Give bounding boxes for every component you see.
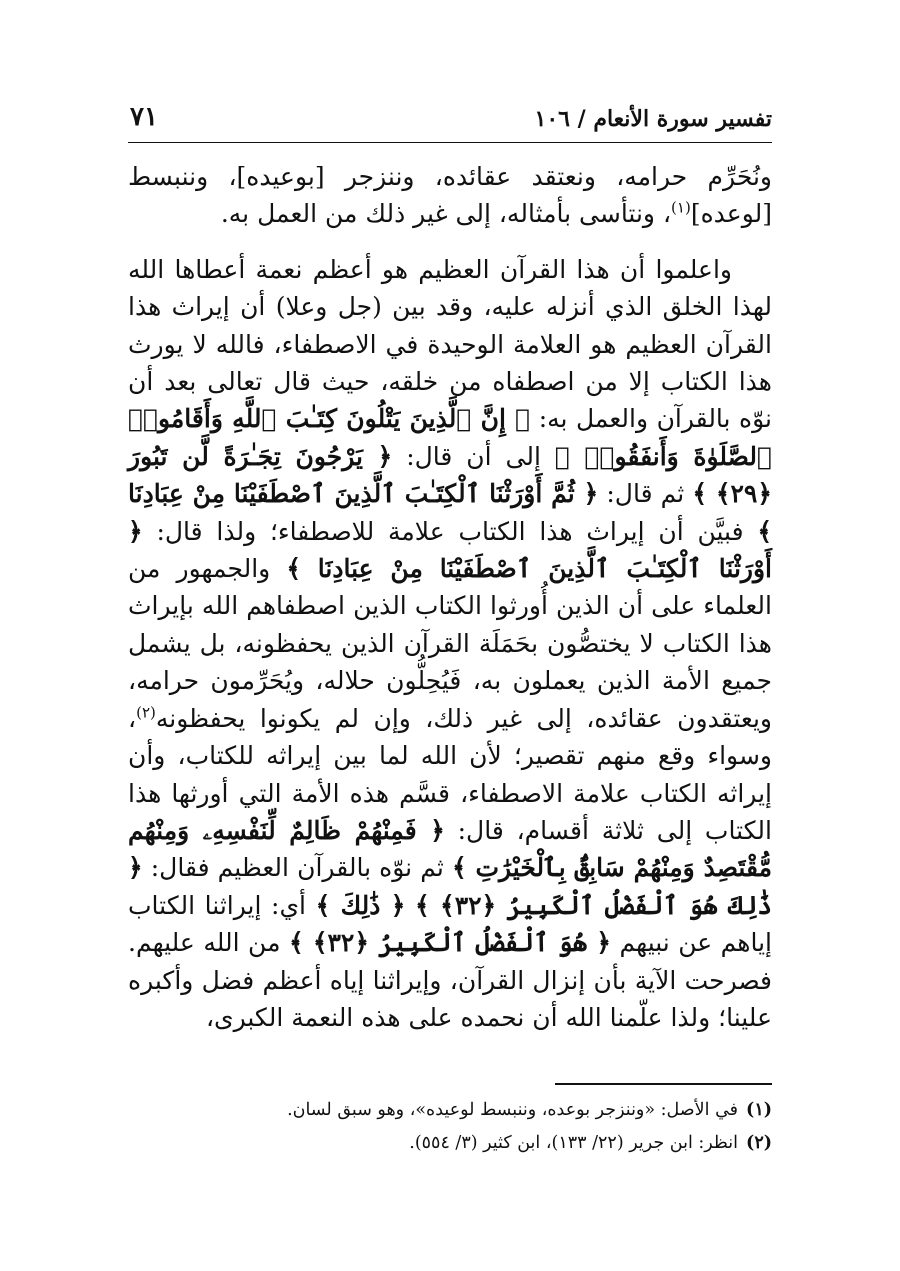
- page-header: [128, 100, 772, 143]
- text-run: ثم نوّه بالقرآن العظيم فقال:: [142, 853, 452, 883]
- quran-verse: ﴿ ذَٰلِكَ هُوَ ٱلْفَضْلُ ٱلْكَبِيرُ ﴿٣٢﴾ ﴾: [128, 853, 772, 920]
- quran-verse: ﴿ ذَٰلِكَ ﴾: [315, 890, 406, 920]
- text-run: فبيَّن أن إيراث هذا الكتاب علامة للاصطفاء؛ ولذا قال:: [142, 516, 758, 546]
- page-number: ٧١: [130, 102, 158, 132]
- main-text: [128, 158, 772, 1036]
- quran-verse: ﴿ هُوَ ٱلْفَضْلُ ٱلْكَبِيرُ ﴿٣٢﴾ ﴾: [288, 928, 612, 958]
- text-run: إلى أن قال:: [392, 441, 555, 471]
- text-run: [405, 891, 415, 920]
- text-run: ونُحَرِّم حرامه، ونعتقد عقائده، وننزجر [بوعيده]، وننبسط [لوعده]: [128, 162, 772, 229]
- quran-verse: ﴿ ثُمَّ أَوْرَثْنَا ٱلْكِتَـٰبَ ٱلَّذِينَ ٱصْطَفَيْنَا مِنْ عِبَادِنَا ﴾: [128, 479, 772, 546]
- quran-verse: ﴿ إِنَّ ٱلَّذِينَ يَتْلُونَ كِتَـٰبَ ٱللَّهِ وَأَقَامُوا۟ ٱلصَّلَوٰةَ وَأَنفَقُوا۟ ﴾: [128, 404, 772, 471]
- paragraph-2: [128, 251, 772, 1037]
- text-run: واعلموا أن هذا القرآن العظيم هو أعظم نعمة أعطاها الله لهذا الخلق الذي أنزله عليه، وقد بين (جل وعلا) أن إيراث هذا القرآن العظيم هو العلامة الوحيدة في الاصطفاء، فالله لا يورث هذا الكتاب إلا من اصطفاه من خلقه، حيث قال تعالى بعد أن نوّه بالقرآن والعمل به:: [128, 254, 772, 434]
- footnotes: [128, 1094, 772, 1160]
- footnote-text: انظر: ابن جرير (٢٢/ ١٣٣)، ابن كثير (٣/ ٥٥٤).: [409, 1133, 739, 1153]
- footnote-number: (١): [746, 1100, 772, 1120]
- paragraph-1: [128, 158, 772, 233]
- footnote-divider: [555, 1083, 772, 1085]
- text-run: ، ونتأسى بأمثاله، إلى غير ذلك من العمل به.: [220, 199, 672, 229]
- text-run: والجمهور من العلماء على أن الذين أُورثوا الكتاب الذين اصطفاهم الله بإيراث هذا الكتاب لا يختصُّون بحَمَلَة القرآن الذين يحفظونه، بل يشمل جميع الأمة الذين يعملون به، فَيُحِلُّون حلاله، ويُحَرِّمون حرامه، ويعتقدون عقائده، إلى غير ذلك، وإن لم يكونوا يحفظونه: [128, 554, 772, 733]
- text-run: أي: إيراثنا الكتاب إياهم عن نبيهم: [128, 890, 772, 958]
- footnote-1: [128, 1094, 772, 1127]
- running-title: تفسير سورة الأنعام / ١٠٦: [534, 106, 772, 132]
- footnote-text: في الأصل: «وننزجر بوعده، وننبسط لوعيده»، وهو سبق لسان.: [287, 1100, 739, 1120]
- footnote-number: (٢): [746, 1133, 772, 1153]
- footnote-2: [128, 1127, 772, 1160]
- quran-verse: ﴿ فَمِنْهُمْ ظَالِمٌ لِّنَفْسِهِۦ وَمِنْهُم مُّقْتَصِدٌ وَمِنْهُمْ سَابِقٌۢ بِٱلْخَيْرَٰتِ ﴾: [128, 815, 773, 883]
- text-run: ، وسواء وقع منهم تقصير؛ لأن الله لما بين إيراثه للكتاب، وأن إيراثه الكتاب علامة الاصطفاء، قسَّم هذه الأمة التي أورثها هذا الكتاب إلى ثلاثة أقسام، قال:: [128, 703, 772, 845]
- quran-verse: ﴿ يَرْجُونَ تِجَـٰرَةً لَّن تَبُورَ ﴿٢٩﴾ ﴾: [128, 441, 772, 509]
- footnote-ref-1: (١): [671, 199, 691, 218]
- text-run: من الله عليهم. فصرحت الآية بأن إنزال القرآن، وإيراثنا إياه أعظم فضل وأكبره علينا؛ ولذا علّمنا الله أن نحمده على هذه النعمة الكبرى،: [128, 928, 773, 1032]
- quran-verse: ﴿ أَوْرَثْنَا ٱلْكِتَـٰبَ ٱلَّذِينَ ٱصْطَفَيْنَا مِنْ عِبَادِنَا ﴾: [128, 516, 773, 584]
- text-run: ثم قال:: [598, 479, 693, 509]
- footnote-ref-2: (٢): [136, 703, 156, 722]
